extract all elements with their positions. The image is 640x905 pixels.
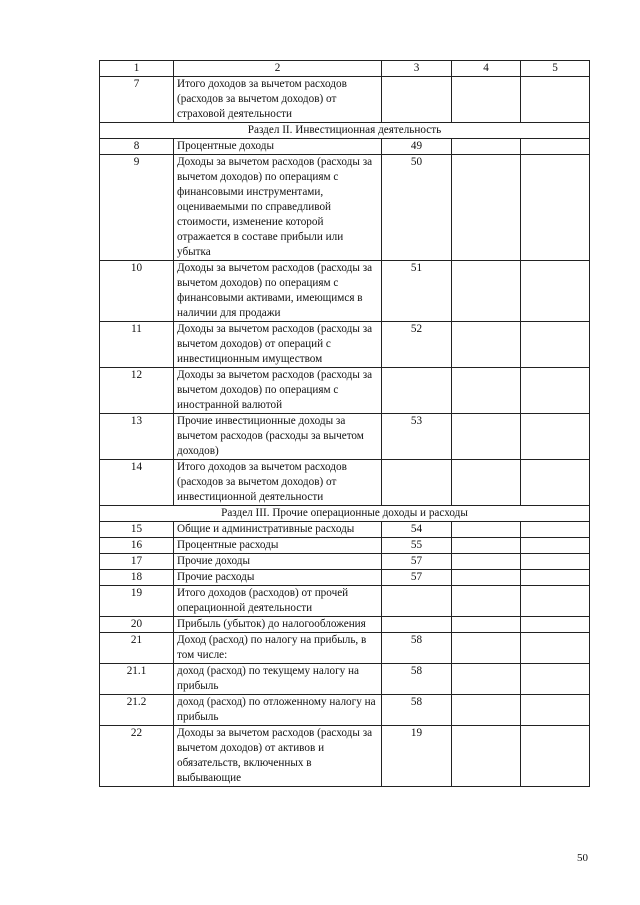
row-note: 49: [382, 139, 452, 155]
row-value-current: [452, 570, 521, 586]
row-value-current: [452, 322, 521, 368]
row-value-previous: [521, 155, 590, 261]
row-value-previous: [521, 522, 590, 538]
row-number: 15: [100, 522, 174, 538]
header-col-3: 3: [382, 61, 452, 77]
table-row: [100, 664, 590, 695]
row-value-current: [452, 726, 521, 787]
table-row: [100, 322, 590, 368]
row-name: Доходы за вычетом расходов (расходы за вычетом доходов) от активов и обязательств, включенных в выбывающие: [174, 726, 382, 787]
table-row: [100, 522, 590, 538]
row-note: 52: [382, 322, 452, 368]
row-value-previous: [521, 460, 590, 506]
row-number: 22: [100, 726, 174, 787]
table-row: [100, 538, 590, 554]
table-body: [100, 77, 590, 787]
table-row: [100, 77, 590, 123]
row-name: Итого доходов за вычетом расходов (расходов за вычетом доходов) от страховой деятельности: [174, 77, 382, 123]
row-note: 55: [382, 538, 452, 554]
row-value-current: [452, 695, 521, 726]
row-number: 7: [100, 77, 174, 123]
row-name: Доход (расход) по налогу на прибыль, в том числе:: [174, 633, 382, 664]
row-note: 58: [382, 664, 452, 695]
row-name: Процентные доходы: [174, 139, 382, 155]
table-row: [100, 570, 590, 586]
row-note: 57: [382, 554, 452, 570]
row-value-previous: [521, 554, 590, 570]
row-value-current: [452, 155, 521, 261]
table-row: [100, 414, 590, 460]
row-name: Доходы за вычетом расходов (расходы за вычетом доходов) по операциям с иностранной валютой: [174, 368, 382, 414]
row-name: Процентные расходы: [174, 538, 382, 554]
row-value-previous: [521, 726, 590, 787]
table-row: [100, 460, 590, 506]
row-note: 57: [382, 570, 452, 586]
row-number: 10: [100, 261, 174, 322]
row-note: 51: [382, 261, 452, 322]
table-row: [100, 139, 590, 155]
row-number: 11: [100, 322, 174, 368]
row-value-previous: [521, 538, 590, 554]
table-row: [100, 261, 590, 322]
row-number: 12: [100, 368, 174, 414]
section-row: [100, 506, 590, 522]
row-value-current: [452, 617, 521, 633]
row-value-previous: [521, 368, 590, 414]
row-note: 58: [382, 695, 452, 726]
row-number: 21: [100, 633, 174, 664]
row-note: 58: [382, 633, 452, 664]
row-note: [382, 368, 452, 414]
row-number: 21.1: [100, 664, 174, 695]
table-row: [100, 726, 590, 787]
row-value-previous: [521, 414, 590, 460]
row-value-previous: [521, 664, 590, 695]
row-note: 50: [382, 155, 452, 261]
row-name: Прочие инвестиционные доходы за вычетом расходов (расходы за вычетом доходов): [174, 414, 382, 460]
row-note: [382, 617, 452, 633]
row-value-current: [452, 586, 521, 617]
row-value-previous: [521, 139, 590, 155]
row-value-current: [452, 261, 521, 322]
row-number: 19: [100, 586, 174, 617]
row-name: Прочие расходы: [174, 570, 382, 586]
row-value-current: [452, 554, 521, 570]
row-name: Доходы за вычетом расходов (расходы за вычетом доходов) от операций с инвестиционным имуществом: [174, 322, 382, 368]
row-number: 8: [100, 139, 174, 155]
row-number: 9: [100, 155, 174, 261]
row-value-previous: [521, 586, 590, 617]
section-row: [100, 123, 590, 139]
row-value-previous: [521, 322, 590, 368]
table-row: [100, 554, 590, 570]
row-value-current: [452, 538, 521, 554]
row-note: [382, 77, 452, 123]
row-note: [382, 586, 452, 617]
header-col-5: 5: [521, 61, 590, 77]
table-row: [100, 633, 590, 664]
row-value-previous: [521, 570, 590, 586]
row-name: Доходы за вычетом расходов (расходы за вычетом доходов) по операциям с финансовыми инструментами, оцениваемыми по справедливой стоимости, изменение которой отражается в составе прибыли или убытка: [174, 155, 382, 261]
row-value-current: [452, 368, 521, 414]
row-name: доход (расход) по текущему налогу на прибыль: [174, 664, 382, 695]
row-value-current: [452, 139, 521, 155]
row-number: 14: [100, 460, 174, 506]
row-value-current: [452, 633, 521, 664]
row-name: Доходы за вычетом расходов (расходы за вычетом доходов) по операциям с финансовыми активами, имеющимся в наличии для продажи: [174, 261, 382, 322]
row-note: 53: [382, 414, 452, 460]
table-row: [100, 617, 590, 633]
row-name: Итого доходов за вычетом расходов (расходов за вычетом доходов) от инвестиционной деятельности: [174, 460, 382, 506]
row-number: 20: [100, 617, 174, 633]
section-title: Раздел III. Прочие операционные доходы и расходы: [100, 506, 590, 522]
row-number: 18: [100, 570, 174, 586]
row-name: доход (расход) по отложенному налогу на прибыль: [174, 695, 382, 726]
row-value-current: [452, 414, 521, 460]
row-note: [382, 460, 452, 506]
table-row: [100, 695, 590, 726]
row-value-previous: [521, 695, 590, 726]
row-value-previous: [521, 617, 590, 633]
header-col-4: 4: [452, 61, 521, 77]
row-number: 13: [100, 414, 174, 460]
row-value-current: [452, 77, 521, 123]
row-value-previous: [521, 633, 590, 664]
table-row: [100, 586, 590, 617]
row-number: 17: [100, 554, 174, 570]
table-row: [100, 368, 590, 414]
row-number: 16: [100, 538, 174, 554]
row-number: 21.2: [100, 695, 174, 726]
row-value-current: [452, 460, 521, 506]
row-value-current: [452, 664, 521, 695]
row-note: 54: [382, 522, 452, 538]
row-name: Общие и административные расходы: [174, 522, 382, 538]
row-name: Итого доходов (расходов) от прочей операционной деятельности: [174, 586, 382, 617]
header-col-1: 1: [100, 61, 174, 77]
row-name: Прибыль (убыток) до налогообложения: [174, 617, 382, 633]
financial-report-table: [99, 60, 590, 787]
page-number: 50: [577, 852, 588, 864]
row-value-current: [452, 522, 521, 538]
header-row: [100, 61, 590, 77]
row-name: Прочие доходы: [174, 554, 382, 570]
row-value-previous: [521, 261, 590, 322]
section-title: Раздел II. Инвестиционная деятельность: [100, 123, 590, 139]
header-col-2: 2: [174, 61, 382, 77]
row-value-previous: [521, 77, 590, 123]
row-note: 19: [382, 726, 452, 787]
table-row: [100, 155, 590, 261]
